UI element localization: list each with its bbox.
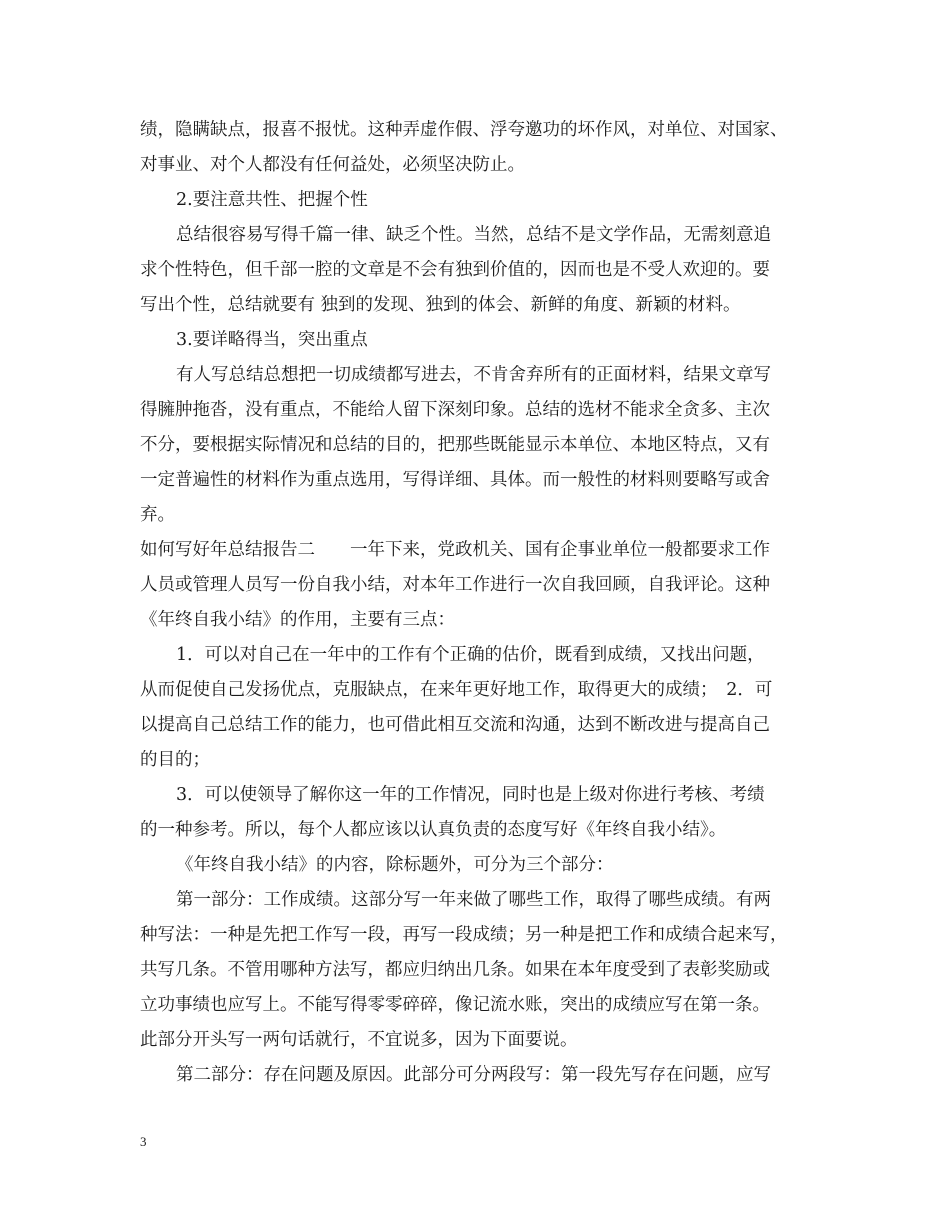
- text-line: 3．可以使领导了解你这一年的工作情况，同时也是上级对你进行考核、考绩: [176, 785, 765, 805]
- text-line: 《年终自我小结》的作用，主要有三点：: [140, 610, 455, 630]
- text-line: 绩，隐瞒缺点，报喜不报忧。这种弄虚作假、浮夸邀功的坏作风，对单位、对国家、: [140, 120, 788, 140]
- text-line: 不分，要根据实际情况和总结的目的，把那些既能显示本单位、本地区特点，又有: [140, 435, 770, 455]
- text-line: 立功事绩也应写上。不能写得零零碎碎，像记流水账，突出的成绩应写在第一条。: [140, 995, 770, 1015]
- text-line: 写出个性，总结就要有 独到的发现、独到的体会、新鲜的角度、新颖的材料。: [140, 295, 741, 315]
- text-line: 对事业、对个人都没有任何益处，必须坚决防止。: [140, 155, 525, 175]
- text-line: 以提高自己总结工作的能力，也可借此相互交流和沟通，达到不断改进与提高自己: [140, 715, 770, 735]
- text-line: 第一部分：工作成绩。这部分写一年来做了哪些工作，取得了哪些成绩。有两: [176, 890, 771, 910]
- text-line: 的一种参考。所以，每个人都应该以认真负责的态度写好《年终自我小结》。: [140, 820, 727, 840]
- text-line: 共写几条。不管用哪种方法写，都应归纳出几条。如果在本年度受到了表彰奖励或: [140, 960, 770, 980]
- page-number: 3: [140, 1134, 147, 1149]
- text-line: 求个性特色，但千部一腔的文章是不会有独到价值的，因而也是不受人欢迎的。要: [140, 260, 770, 280]
- text-line: 一定普遍性的材料作为重点选用，写得详细、具体。而一般性的材料则要略写或舍: [140, 470, 770, 490]
- text-line: 得臃肿拖沓，没有重点，不能给人留下深刻印象。总结的选材不能求全贪多、主次: [140, 400, 770, 420]
- text-line: 弃。: [140, 505, 175, 525]
- text-line: 的目的；: [140, 750, 210, 770]
- text-line: 从而促使自己发扬优点，克服缺点，在来年更好地工作，取得更大的成绩； 2．可: [140, 680, 773, 700]
- text-line: 1．可以对自己在一年中的工作有个正确的估价，既看到成绩，又找出问题，: [176, 645, 765, 665]
- text-line: 如何写好年总结报告二 一年下来，党政机关、国有企事业单位一般都要求工作: [140, 540, 770, 560]
- section-heading: 2.要注意共性、把握个性: [176, 190, 368, 210]
- text-line: 《年终自我小结》的内容，除标题外，可分为三个部分：: [176, 855, 614, 875]
- text-line: 人员或管理人员写一份自我小结，对本年工作进行一次自我回顾，自我评论。这种: [140, 575, 770, 595]
- text-line: 有人写总结总想把一切成绩都写进去，不肯舍弃所有的正面材料，结果文章写: [176, 365, 771, 385]
- text-line: 种写法：一种是先把工作写一段，再写一段成绩；另一种是把工作和成绩合起来写，: [140, 925, 788, 945]
- text-line: 总结很容易写得千篇一律、缺乏个性。当然，总结不是文学作品，无需刻意追: [176, 225, 771, 245]
- text-line: 此部分开头写一两句话就行，不宜说多，因为下面要说。: [140, 1030, 578, 1050]
- section-heading: 3.要详略得当，突出重点: [176, 330, 368, 350]
- text-line: 第二部分：存在问题及原因。此部分可分两段写：第一段先写存在问题，应写: [176, 1065, 771, 1085]
